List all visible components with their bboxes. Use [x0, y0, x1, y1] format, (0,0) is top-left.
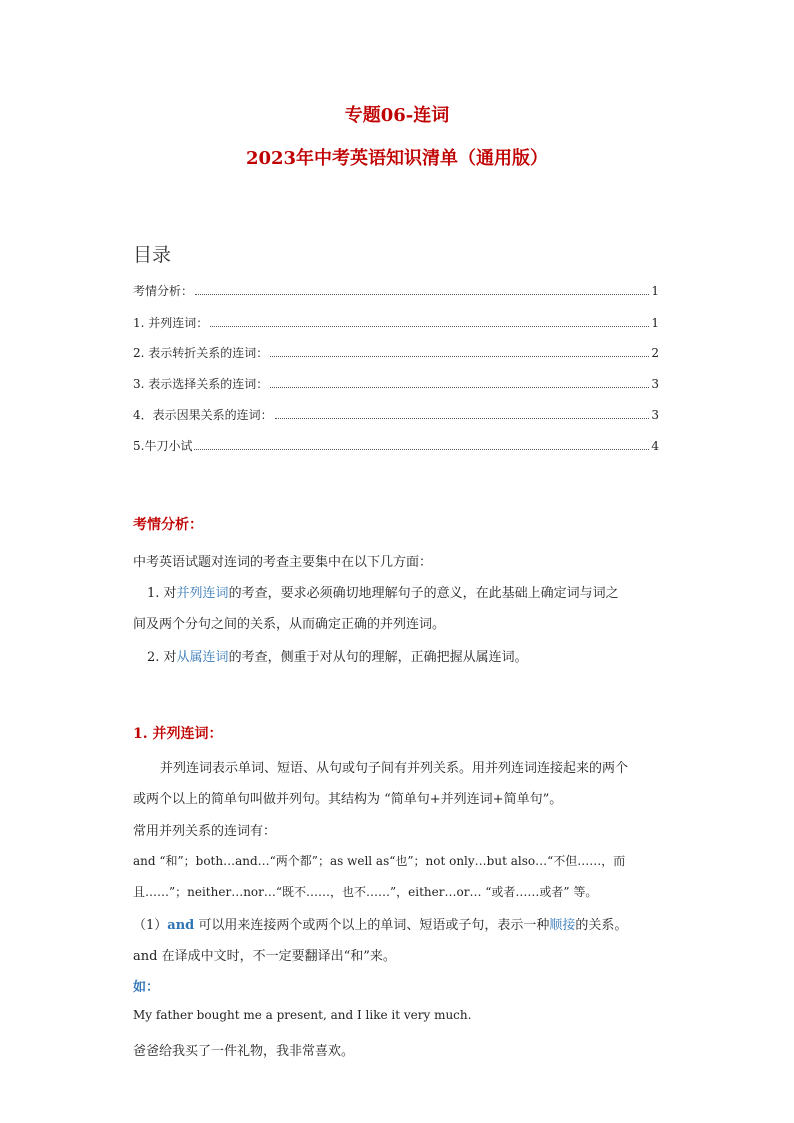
toc-item-page: 3	[651, 377, 659, 391]
and-note: and 在译成中文时，不一定要翻译出“和”来。	[133, 949, 396, 964]
point-text: 的考查，侧重于对从句的理解，正确把握从属连词。	[228, 650, 528, 665]
rule-text: 可以用来连接两个或两个以上的单词、短语或子句，表示一种	[194, 918, 550, 933]
document-subtitle: 2023年中考英语知识清单（通用版）	[245, 148, 549, 169]
rule-number: （1）	[133, 918, 168, 933]
rule-text-end: 的关系。	[575, 918, 628, 933]
term-link[interactable]: 从属连词	[176, 650, 229, 665]
toc-item-label: 3. 表示选择关系的连词：	[133, 377, 269, 391]
and-rule	[133, 914, 627, 933]
toc-item-label: 4．表示因果关系的连词：	[133, 408, 273, 422]
toc-item[interactable]	[133, 437, 659, 454]
toc-heading: 目录	[133, 244, 172, 266]
toc-leader	[194, 448, 649, 450]
toc-item[interactable]	[133, 282, 659, 299]
toc-item-page: 2	[651, 346, 659, 360]
toc-leader	[210, 325, 649, 327]
analysis-point-1-cont: 间及两个分句之间的关系，从而确定正确的并列连词。	[133, 617, 446, 632]
example-label: 如：	[133, 980, 160, 995]
toc-item[interactable]	[133, 406, 659, 423]
toc-item-page: 1	[651, 284, 659, 298]
term-link[interactable]: 顺接	[549, 918, 576, 933]
toc-item-label: 5.牛刀小试	[133, 439, 193, 453]
point-text: 的考查，要求必须确切地理解句子的意义，在此基础上确定词与词之	[228, 586, 619, 601]
section1-heading: 1. 并列连词：	[133, 726, 223, 742]
section1-para-line2: 或两个以上的简单句叫做并列句。其结构为 “简单句+并列连词+简单句”。	[133, 792, 563, 807]
toc-item-page: 3	[651, 408, 659, 422]
point-number: 1. 对	[147, 586, 177, 601]
toc-item-label: 考情分析：	[133, 284, 194, 298]
example-chinese: 爸爸给我买了一件礼物，我非常喜欢。	[133, 1044, 355, 1059]
document-title: 专题06-连词	[344, 105, 450, 126]
toc-item[interactable]	[133, 314, 659, 331]
toc-leader	[270, 355, 649, 357]
analysis-heading: 考情分析：	[133, 517, 203, 533]
toc-leader	[270, 386, 649, 388]
toc-leader	[275, 417, 650, 419]
section1-common: 常用并列关系的连词有：	[133, 824, 277, 839]
analysis-intro: 中考英语试题对连词的考查主要集中在以下几方面：	[133, 555, 433, 570]
toc-item[interactable]	[133, 375, 659, 392]
toc-leader	[195, 293, 649, 295]
toc-item-page: 4	[651, 439, 659, 453]
keyword-and: and	[167, 918, 195, 933]
section1-list-line2: 且……”；neither…nor…“既不……，也不……”，either…or… “或者……或者” 等。	[133, 885, 598, 899]
analysis-point-1	[147, 582, 619, 601]
section1-para-line1: 并列连词表示单词、短语、从句或句子间有并列关系。用并列连词连接起来的两个	[160, 761, 629, 776]
term-link[interactable]: 并列连词	[176, 586, 229, 601]
point-number: 2. 对	[147, 650, 177, 665]
analysis-point-2	[147, 646, 528, 665]
toc-item-label: 2. 表示转折关系的连词：	[133, 346, 269, 360]
toc-item-page: 1	[651, 316, 659, 330]
toc-item-label: 1. 并列连词：	[133, 316, 209, 330]
section1-list-line1: and “和”；both…and…“两个都”；as well as“也”；not only…but also…“不但……，而	[133, 854, 626, 868]
toc-item[interactable]	[133, 344, 659, 361]
example-english: My father bought me a present, and I like it very much.	[133, 1008, 472, 1022]
